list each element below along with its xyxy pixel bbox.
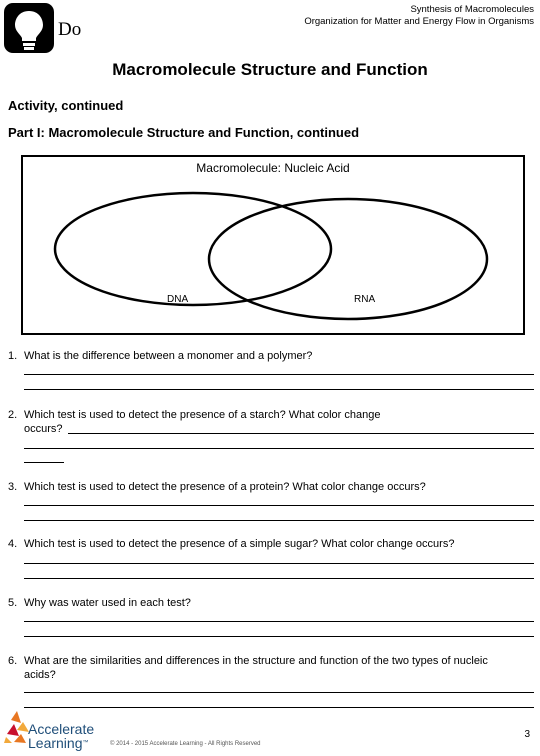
part-heading: Part I: Macromolecule Structure and Function, continued <box>8 125 360 140</box>
accelerate-learning-logo-icon <box>4 710 30 744</box>
question-5 <box>8 596 534 610</box>
answer-line[interactable] <box>24 621 534 622</box>
question-text: Which test is used to detect the presence of a simple sugar? What color change occurs? <box>24 538 455 550</box>
question-2 <box>8 408 534 422</box>
question-4 <box>8 537 534 551</box>
answer-line[interactable] <box>24 692 534 693</box>
activity-heading: Activity, continued <box>8 98 124 113</box>
answer-line[interactable] <box>24 374 534 375</box>
logo-text-accelerate: Accelerate <box>28 721 95 737</box>
venn-circle-dna <box>55 193 331 305</box>
question-3 <box>8 480 534 494</box>
question-number: 6. <box>8 655 18 667</box>
question-text: Which test is used to detect the presence of a starch? What color change <box>24 409 381 421</box>
question-number: 4. <box>8 538 18 550</box>
venn-diagram <box>21 155 525 335</box>
answer-line[interactable] <box>24 563 534 564</box>
question-text: Why was water used in each test? <box>24 597 191 609</box>
logo-text-learning-word: Learning <box>28 735 83 751</box>
question-number: 3. <box>8 481 18 493</box>
lightbulb-icon <box>4 3 54 53</box>
answer-line[interactable] <box>24 505 534 506</box>
answer-line[interactable] <box>24 707 534 708</box>
question-1 <box>8 349 534 363</box>
page-number: 3 <box>524 729 530 740</box>
section-label: Do <box>58 19 82 40</box>
question-number: 2. <box>8 409 18 421</box>
question-text: What is the difference between a monomer and a polymer? <box>24 350 313 362</box>
copyright-notice: © 2014 - 2015 Accelerate Learning - All Rights Reserved <box>110 741 261 747</box>
logo-text-learning <box>28 736 89 751</box>
question-number: 5. <box>8 597 18 609</box>
unit-title: Synthesis of Macromolecules <box>410 4 534 15</box>
question-number: 1. <box>8 350 18 362</box>
answer-line[interactable] <box>24 448 534 449</box>
logo-trademark: ™ <box>82 740 89 746</box>
page-title: Macromolecule Structure and Function <box>112 60 428 79</box>
unit-subtitle: Organization for Matter and Energy Flow in Organisms <box>304 16 534 27</box>
question-6 <box>8 654 534 668</box>
question-text-continued: acids? <box>24 669 56 681</box>
question-text: What are the similarities and differences in the structure and function of the two types of nucleic <box>24 655 488 667</box>
answer-line[interactable] <box>24 520 534 521</box>
unit-header <box>304 4 534 28</box>
venn-circle-rna <box>209 199 487 319</box>
question-text: Which test is used to detect the presence of a protein? What color change occurs? <box>24 481 426 493</box>
answer-line[interactable] <box>24 389 534 390</box>
question-text-continued: occurs? <box>24 423 63 435</box>
venn-label-rna: RNA <box>354 294 376 305</box>
venn-label-dna: DNA <box>167 294 189 305</box>
answer-line[interactable] <box>24 462 64 463</box>
lightbulb-icon-badge <box>4 3 54 53</box>
answer-line[interactable] <box>24 636 534 637</box>
answer-line[interactable] <box>24 578 534 579</box>
venn-title: Macromolecule: Nucleic Acid <box>196 161 350 175</box>
answer-line[interactable] <box>68 433 534 434</box>
